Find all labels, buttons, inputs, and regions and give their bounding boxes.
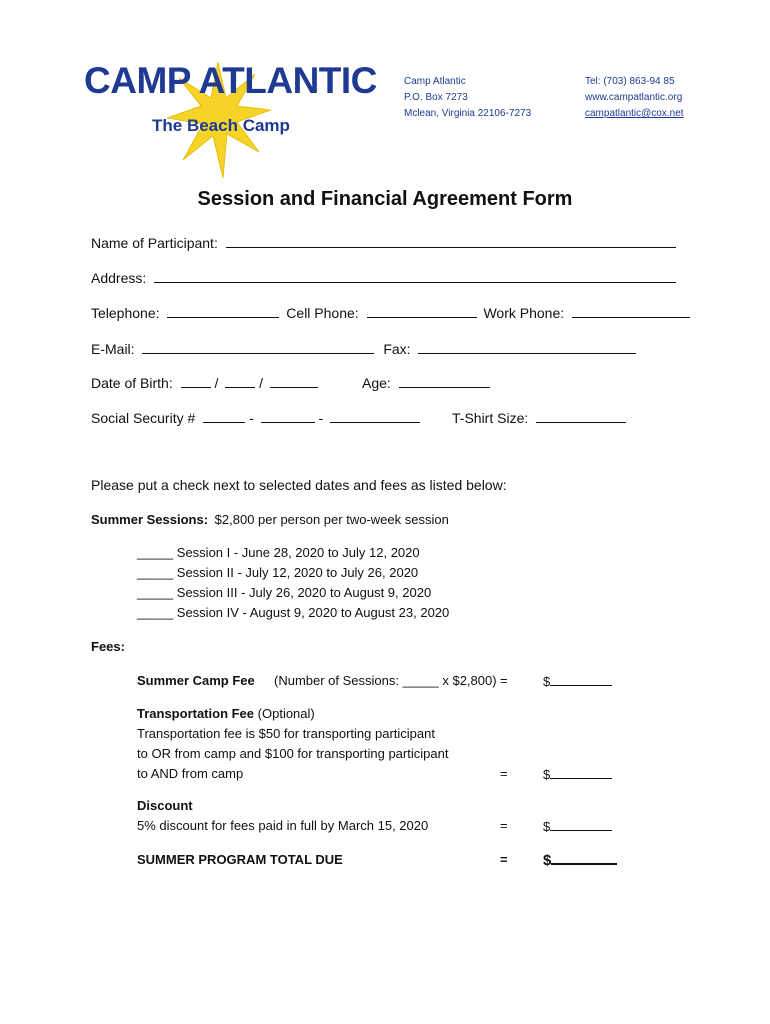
- address-line: P.O. Box 7273: [404, 92, 468, 103]
- fees-heading: Fees:: [91, 639, 125, 654]
- age-row: [362, 373, 490, 391]
- dollar-sign: $: [543, 819, 551, 834]
- equals-sign: =: [500, 818, 508, 833]
- participant-name-field[interactable]: [226, 233, 676, 248]
- discount-amount-field[interactable]: [550, 818, 612, 831]
- tshirt-label: T-Shirt Size:: [452, 410, 529, 426]
- session-label: Session I - June 28, 2020 to July 12, 2020: [176, 545, 420, 560]
- dob-row: [91, 373, 318, 391]
- instructions-text: Please put a check next to selected dates and fees as listed below:: [91, 477, 507, 493]
- dob-separator: /: [214, 375, 219, 391]
- email-row: [91, 339, 636, 357]
- email-field[interactable]: [142, 339, 374, 354]
- total-due-label: SUMMER PROGRAM TOTAL DUE: [137, 852, 343, 867]
- transport-fee-label: Transportation Fee: [137, 706, 255, 721]
- tshirt-size-field[interactable]: [536, 408, 626, 423]
- ssn-row: [91, 408, 420, 426]
- discount-amount: [543, 818, 612, 834]
- website-link[interactable]: www.campatlantic.org: [585, 92, 683, 103]
- transport-heading: [137, 706, 315, 721]
- session-item[interactable]: [137, 565, 418, 580]
- dollar-sign: $: [543, 852, 552, 869]
- ssn-part1-field[interactable]: [203, 408, 245, 423]
- discount-description: 5% discount for fees paid in full by March 15, 2020: [137, 818, 429, 833]
- equals-sign: =: [500, 673, 508, 688]
- address-field[interactable]: [154, 268, 676, 283]
- form-title: Session and Financial Agreement Form: [197, 188, 573, 210]
- camp-fee-calculation[interactable]: (Number of Sessions: _____ x $2,800): [274, 673, 497, 688]
- ssn-separator: -: [249, 410, 254, 426]
- fax-label: Fax:: [383, 341, 411, 357]
- mailing-address: [404, 74, 531, 122]
- email-label: E-Mail:: [91, 341, 135, 357]
- session-checkbox-blank[interactable]: _____: [137, 585, 174, 600]
- camp-fee-amount: [543, 673, 612, 689]
- address-row: [91, 268, 676, 286]
- session-price-text: $2,800 per person per two-week session: [214, 512, 449, 527]
- session-checkbox-blank[interactable]: _____: [137, 605, 174, 620]
- transport-fee-amount: [543, 766, 612, 782]
- transport-description-line: Transportation fee is $50 for transporting participant: [137, 726, 435, 741]
- transport-description-line: to AND from camp: [137, 766, 244, 781]
- dob-month-field[interactable]: [181, 373, 211, 388]
- summer-sessions-heading: Summer Sessions:: [91, 512, 209, 527]
- telephone-field[interactable]: [167, 303, 279, 318]
- transport-fee-amount-field[interactable]: [550, 766, 612, 779]
- age-label: Age:: [362, 375, 391, 391]
- cell-phone-field[interactable]: [367, 303, 477, 318]
- work-phone-label: Work Phone:: [483, 305, 565, 321]
- email-link[interactable]: campatlantic@cox.net: [585, 108, 684, 119]
- address-line: Camp Atlantic: [404, 76, 466, 87]
- equals-sign: =: [500, 852, 508, 867]
- dob-separator: /: [259, 375, 264, 391]
- ssn-part3-field[interactable]: [330, 408, 420, 423]
- address-label: Address:: [91, 270, 147, 286]
- telephone-label: Telephone:: [91, 305, 160, 321]
- equals-sign: =: [500, 766, 508, 781]
- session-item[interactable]: [137, 605, 449, 620]
- dob-year-field[interactable]: [270, 373, 318, 388]
- ssn-label: Social Security #: [91, 410, 196, 426]
- camp-tagline: The Beach Camp: [152, 116, 290, 135]
- session-label: Session IV - August 9, 2020 to August 23, 2020: [176, 605, 450, 620]
- age-field[interactable]: [399, 373, 490, 388]
- participant-row: [91, 233, 676, 251]
- fax-field[interactable]: [418, 339, 636, 354]
- tshirt-row: [452, 408, 626, 426]
- summer-sessions-line: [91, 512, 449, 527]
- ssn-part2-field[interactable]: [261, 408, 315, 423]
- session-checkbox-blank[interactable]: _____: [137, 545, 174, 560]
- work-phone-field[interactable]: [572, 303, 690, 318]
- contact-info: [585, 74, 684, 122]
- camp-name-logo: CAMP ATLANTIC: [84, 60, 377, 101]
- transport-description-line: to OR from camp and $100 for transporting participant: [137, 746, 449, 761]
- address-line: Mclean, Virginia 22106-7273: [404, 108, 532, 119]
- ssn-separator: -: [318, 410, 324, 426]
- session-label: Session II - July 12, 2020 to July 26, 2020: [176, 565, 419, 580]
- cell-phone-label: Cell Phone:: [286, 305, 359, 321]
- transport-optional-note: (Optional): [257, 706, 315, 721]
- camp-fee-amount-field[interactable]: [550, 673, 612, 686]
- total-due-amount: [543, 850, 617, 869]
- session-checkbox-blank[interactable]: _____: [137, 565, 174, 580]
- discount-label: Discount: [137, 798, 193, 813]
- dob-day-field[interactable]: [225, 373, 255, 388]
- phone-number: Tel: (703) 863-94 85: [585, 76, 675, 87]
- camp-fee-label: Summer Camp Fee: [137, 673, 255, 688]
- dollar-sign: $: [543, 767, 551, 782]
- dollar-sign: $: [543, 674, 551, 689]
- total-due-amount-field[interactable]: [551, 850, 617, 865]
- session-label: Session III - July 26, 2020 to August 9, 2020: [176, 585, 432, 600]
- phone-row: [91, 303, 690, 321]
- participant-label: Name of Participant:: [91, 235, 218, 251]
- dob-label: Date of Birth:: [91, 375, 173, 391]
- session-item[interactable]: [137, 585, 431, 600]
- session-item[interactable]: [137, 545, 420, 560]
